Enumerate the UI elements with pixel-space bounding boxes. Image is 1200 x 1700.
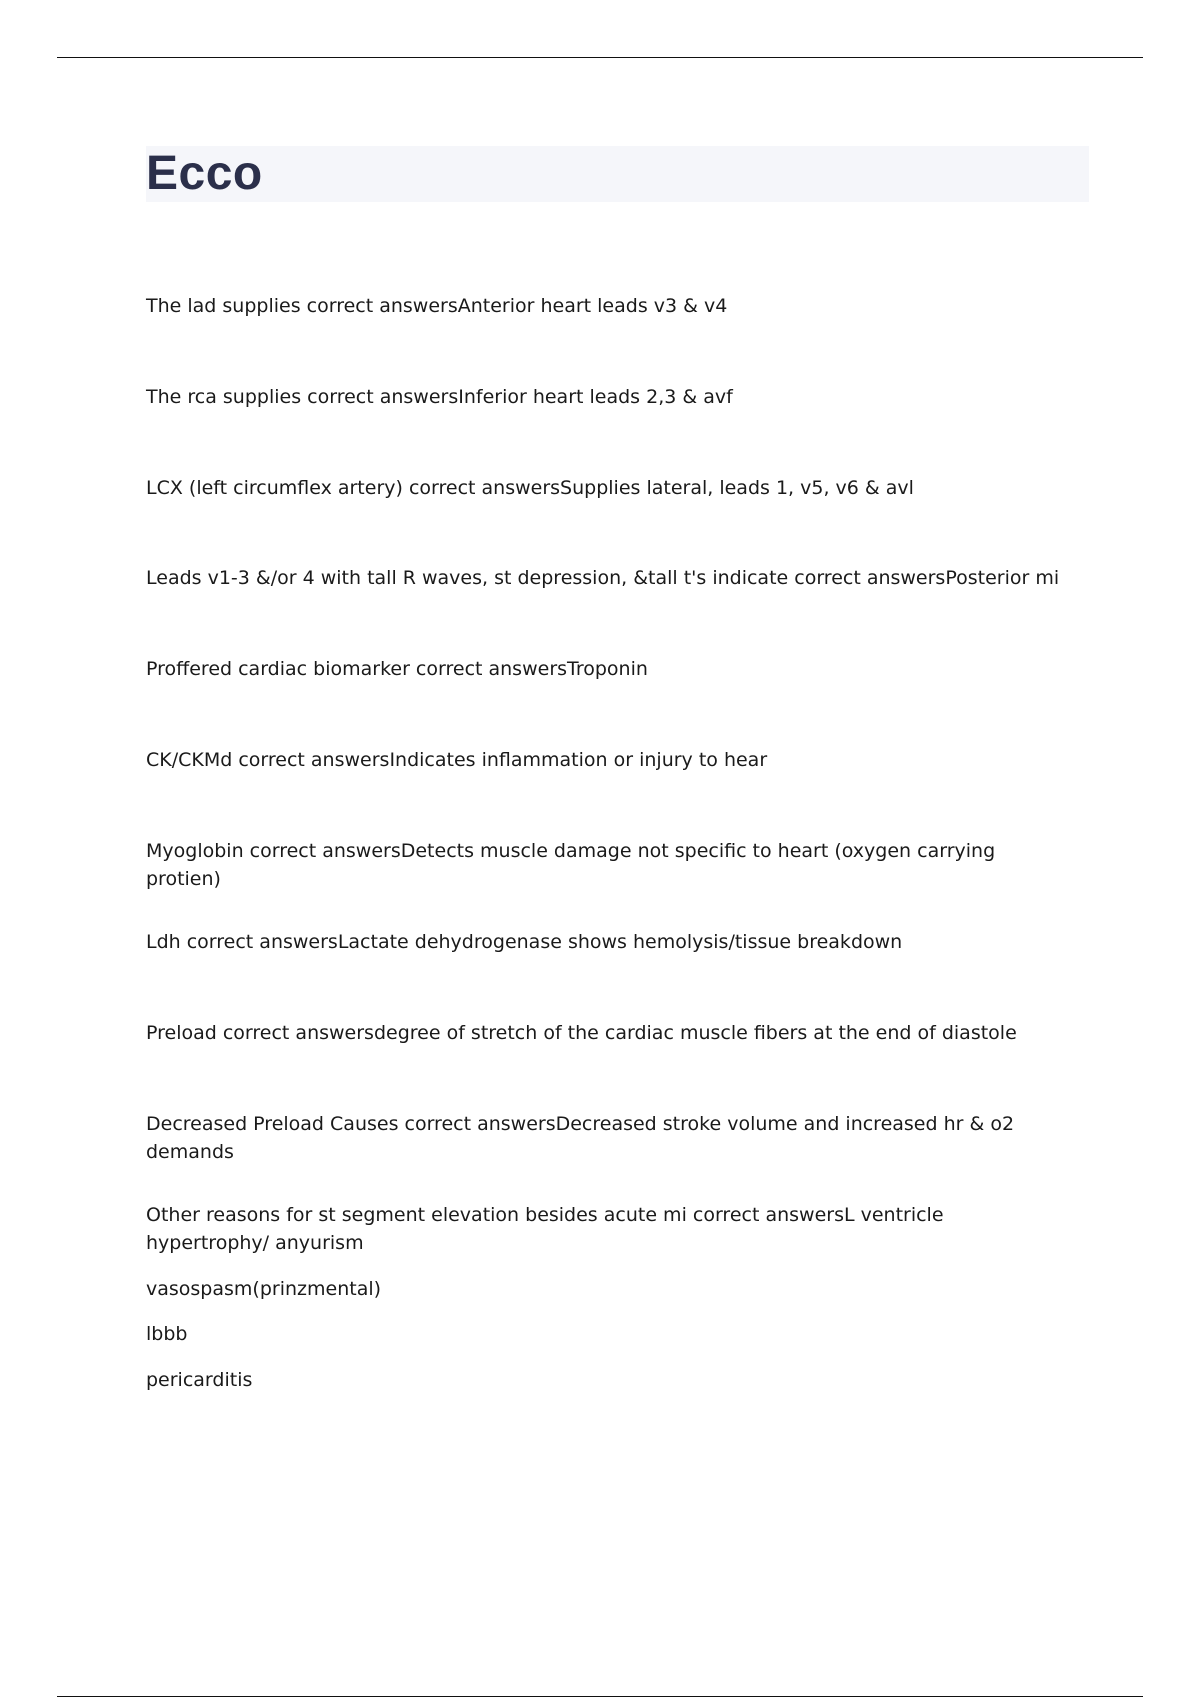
top-rule (57, 57, 1143, 58)
flashcard-entry: Preload correct answersdegree of stretch of the cardiac muscle fibers at the end of diastole (146, 1022, 1017, 1044)
flashcard-entry: The rca supplies correct answersInferior heart leads 2,3 & avf (146, 386, 733, 408)
flashcard-entry: Proffered cardiac biomarker correct answersTroponin (146, 658, 648, 680)
sub-item: vasospasm(prinzmental) (146, 1278, 382, 1300)
flashcard-entry: Leads v1-3 &/or 4 with tall R waves, st depression, &tall t's indicate correct answersPosterior mi (146, 567, 1060, 589)
title-band (146, 146, 1089, 202)
sub-item: lbbb (146, 1323, 188, 1345)
flashcard-entry: Ldh correct answersLactate dehydrogenase shows hemolysis/tissue breakdown (146, 931, 903, 953)
document-title: Ecco (146, 147, 263, 200)
flashcard-entry: LCX (left circumflex artery) correct answersSupplies lateral, leads 1, v5, v6 & avl (146, 477, 914, 499)
flashcard-entry: Other reasons for st segment elevation besides acute mi correct answersL ventricle hypertrophy/ anyurism (146, 1204, 944, 1254)
sub-item: pericarditis (146, 1369, 253, 1391)
flashcard-entry: The lad supplies correct answersAnterior heart leads v3 & v4 (146, 295, 728, 317)
flashcard-entry: CK/CKMd correct answersIndicates inflammation or injury to hear (146, 749, 768, 771)
bottom-rule (57, 1696, 1143, 1697)
flashcard-entry: Decreased Preload Causes correct answersDecreased stroke volume and increased hr & o2 demands (146, 1113, 1015, 1163)
flashcard-entry: Myoglobin correct answersDetects muscle damage not specific to heart (oxygen carrying protien) (146, 840, 996, 890)
